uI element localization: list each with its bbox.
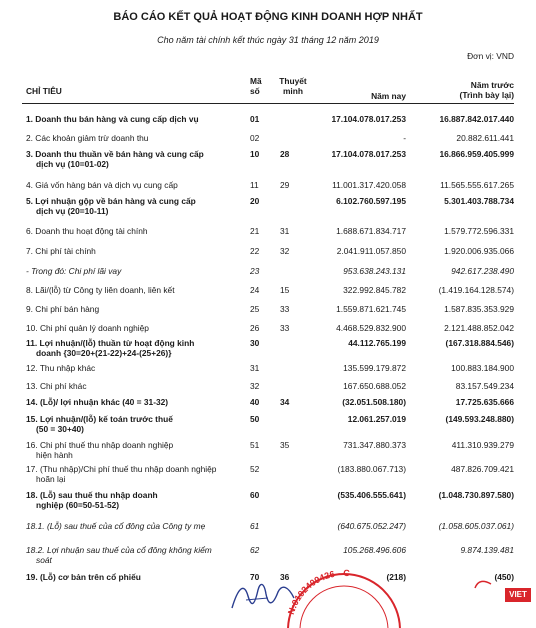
row-label (26, 381, 236, 391)
row-code: 23 (250, 266, 260, 276)
row-current-year: 167.650.688.052 (343, 381, 406, 391)
row-current-year: 12.061.257.019 (347, 414, 406, 424)
row-current-year: 11.001.317.420.058 (332, 180, 406, 190)
row-label-line1: 15. Lợi nhuận/(lỗ) kế toán trước thuế (26, 414, 173, 424)
row-label-line1: 16. Chi phí thuế thu nhập doanh nghiệp (26, 440, 174, 450)
header-code-line1: Mã (250, 76, 262, 86)
row-label-line1: 18.2. Lợi nhuận sau thuế của cổ đông không kiểm (26, 545, 212, 555)
row-current-year: - (403, 133, 406, 143)
row-prior-year: (149.593.248.880) (445, 414, 514, 424)
row-code: 52 (250, 464, 260, 474)
row-prior-year: 83.157.549.234 (455, 381, 514, 391)
row-label-line1: 18.1. (Lỗ) sau thuế của cổ đông của Công ty mẹ (26, 521, 206, 531)
row-code: 60 (250, 490, 260, 500)
row-current-year: (535.406.555.641) (337, 490, 406, 500)
row-note: 33 (280, 323, 290, 333)
row-current-year: 4.468.529.832.900 (336, 323, 406, 333)
row-code: 24 (250, 285, 260, 295)
row-prior-year: (1.419.164.128.574) (438, 285, 514, 295)
row-code: 31 (250, 363, 260, 373)
row-label-line2: dịch vụ (10=01-02) (36, 159, 109, 169)
row-label-line1: 5. Lợi nhuận gộp về bán hàng và cung cấp (26, 196, 196, 206)
row-label-line1: - Trong đó: Chi phí lãi vay (26, 266, 122, 276)
row-current-year: (32.051.508.180) (342, 397, 406, 407)
company-seal (284, 568, 404, 628)
row-prior-year: 20.882.611.441 (456, 133, 514, 143)
row-label-line1: 18. (Lỗ) sau thuế thu nhập doanh (26, 490, 158, 500)
row-prior-year: 487.826.709.421 (451, 464, 514, 474)
row-label-line2: doanh {30=20+(21-22)+24-(25+26)} (36, 348, 172, 358)
row-code: 61 (250, 521, 260, 531)
currency-unit: Đơn vị: VND (467, 51, 514, 61)
row-label (26, 226, 236, 236)
row-current-year: 1.688.671.834.717 (336, 226, 406, 236)
row-code: 62 (250, 545, 260, 555)
row-label-line1: 14. (Lỗ)/ lợi nhuận khác (40 = 31-32) (26, 397, 169, 407)
row-label (26, 266, 236, 276)
row-label-line2: (50 = 30+40) (36, 424, 84, 434)
row-note: 32 (280, 246, 290, 256)
row-prior-year: 16.866.959.405.999 (439, 149, 514, 159)
row-current-year: 2.041.911.057.850 (336, 246, 406, 256)
row-current-year: 105.268.496.606 (343, 545, 406, 555)
row-label-line1: 13. Chi phí khác (26, 381, 87, 391)
row-label-line1: 9. Chi phí bán hàng (26, 304, 100, 314)
row-label (26, 397, 236, 407)
row-code: 21 (250, 226, 260, 236)
row-label-line1: 8. Lãi/(lỗ) từ Công ty liên doanh, liên kết (26, 285, 175, 295)
row-label-line1: 1. Doanh thu bán hàng và cung cấp dịch vụ (26, 114, 199, 124)
row-current-year: (640.675.052.247) (337, 521, 406, 531)
row-current-year: 322.992.845.782 (343, 285, 406, 295)
row-label (26, 285, 236, 295)
row-label-line2: soát (36, 555, 52, 565)
row-label (26, 304, 236, 314)
row-note: 35 (280, 440, 290, 450)
header-current-year: Năm nay (371, 91, 406, 101)
seal-text: N:0102409426 - C (285, 568, 350, 616)
row-prior-year: 1.587.835.353.929 (444, 304, 514, 314)
row-note: 29 (280, 180, 290, 190)
row-prior-year: 942.617.238.490 (451, 266, 514, 276)
row-current-year: (183.880.067.713) (337, 464, 406, 474)
row-current-year: 1.559.871.621.745 (336, 304, 406, 314)
row-label-line1: 11. Lợi nhuận/(lỗ) thuần từ hoạt động kinh (26, 338, 195, 348)
row-label (26, 246, 236, 256)
row-note: 31 (280, 226, 290, 236)
row-prior-year: (450) (494, 572, 514, 582)
row-note: 33 (280, 304, 290, 314)
row-note: 15 (280, 285, 290, 295)
row-code: 51 (250, 440, 260, 450)
header-prior-line2: (Trình bày lại) (459, 90, 514, 100)
row-current-year: 17.104.078.017.253 (331, 149, 406, 159)
row-label (26, 545, 236, 565)
row-prior-year: (1.058.605.037.061) (438, 521, 514, 531)
row-label-line1: 12. Thu nhập khác (26, 363, 96, 373)
row-label (26, 414, 236, 434)
row-current-year: 731.347.880.373 (343, 440, 406, 450)
row-note: 36 (280, 572, 290, 582)
row-label-line1: 10. Chi phí quản lý doanh nghiệp (26, 323, 149, 333)
row-label (26, 338, 236, 358)
row-code: 25 (250, 304, 260, 314)
row-prior-year: 411.310.939.279 (451, 440, 514, 450)
row-label (26, 196, 236, 216)
header-note-line1: Thuyết (279, 76, 307, 86)
row-prior-year: 1.920.006.935.066 (444, 246, 514, 256)
row-label (26, 464, 236, 484)
row-code: 40 (250, 397, 260, 407)
row-label-line1: 6. Doanh thu hoạt động tài chính (26, 226, 148, 236)
row-code: 20 (250, 196, 260, 206)
row-code: 70 (250, 572, 260, 582)
row-label-line2: dịch vụ (20=10-11) (36, 206, 109, 216)
row-prior-year: 11.565.555.617.265 (440, 180, 514, 190)
row-label-line1: 4. Giá vốn hàng bán và dịch vụ cung cấp (26, 180, 178, 190)
header-prior-year (394, 80, 514, 100)
row-label (26, 572, 236, 582)
row-prior-year: 9.874.139.481 (460, 545, 514, 555)
row-current-year: 135.599.179.872 (343, 363, 406, 373)
row-current-year: 44.112.765.199 (348, 338, 406, 348)
row-code: 02 (250, 133, 260, 143)
row-label-line2: nghiệp (60=50-51-52) (36, 500, 120, 510)
row-label (26, 180, 236, 190)
report-title: BÁO CÁO KẾT QUẢ HOẠT ĐỘNG KINH DOANH HỢP NHẤT (113, 11, 423, 23)
row-label-line1: 19. (Lỗ) cơ bản trên cổ phiếu (26, 572, 141, 582)
row-prior-year: (1.048.730.897.580) (438, 490, 514, 500)
row-label (26, 521, 236, 531)
row-prior-year: 16.887.842.017.440 (439, 114, 514, 124)
row-note: 28 (280, 149, 290, 159)
row-label-line2: hiện hành (36, 450, 73, 460)
row-current-year: 17.104.078.017.253 (331, 114, 406, 124)
row-code: 26 (250, 323, 260, 333)
row-code: 01 (250, 114, 260, 124)
row-prior-year: 17.725.635.666 (455, 397, 514, 407)
header-prior-line1: Năm trước (470, 80, 514, 90)
row-label (26, 363, 236, 373)
row-label-line1: 3. Doanh thu thuần về bán hàng và cung cấp (26, 149, 204, 159)
row-label (26, 114, 236, 124)
row-current-year: 953.638.243.131 (343, 266, 406, 276)
svg-text:N:0102409426 - C (286, 568, 351, 616)
row-note: 34 (280, 397, 290, 407)
header-rule (22, 103, 514, 104)
header-note-line2: minh (282, 86, 303, 96)
report-subtitle: Cho năm tài chính kết thúc ngày 31 tháng 12 năm 2019 (157, 35, 379, 45)
row-current-year: 6.102.760.597.195 (336, 196, 406, 206)
row-label (26, 133, 236, 143)
row-code: 50 (250, 414, 260, 424)
row-prior-year: 5.301.403.788.734 (444, 196, 514, 206)
row-prior-year: 100.883.184.900 (451, 363, 514, 373)
row-label (26, 149, 236, 169)
row-code: 32 (250, 381, 260, 391)
source-badge: VIET (505, 588, 531, 602)
header-indicator: CHỈ TIÊU (26, 86, 62, 96)
header-code-line2: số (250, 86, 260, 96)
row-label (26, 323, 236, 333)
row-code: 30 (250, 338, 260, 348)
row-prior-year: 1.579.772.596.331 (444, 226, 514, 236)
row-label (26, 440, 236, 460)
red-stamp-mark (474, 578, 492, 590)
row-code: 10 (250, 149, 260, 159)
row-label-line1: 2. Các khoản giảm trừ doanh thu (26, 133, 149, 143)
row-code: 22 (250, 246, 260, 256)
row-prior-year: (167.318.884.546) (445, 338, 514, 348)
row-current-year: (218) (386, 572, 406, 582)
row-label-line2: hoãn lại (36, 474, 66, 484)
row-label-line1: 17. (Thu nhập)/Chi phí thuế thu nhập doanh nghiệp (26, 464, 217, 474)
row-label-line1: 7. Chi phí tài chính (26, 246, 96, 256)
row-label (26, 490, 236, 510)
row-code: 11 (250, 180, 259, 190)
row-prior-year: 2.121.488.852.042 (444, 323, 514, 333)
